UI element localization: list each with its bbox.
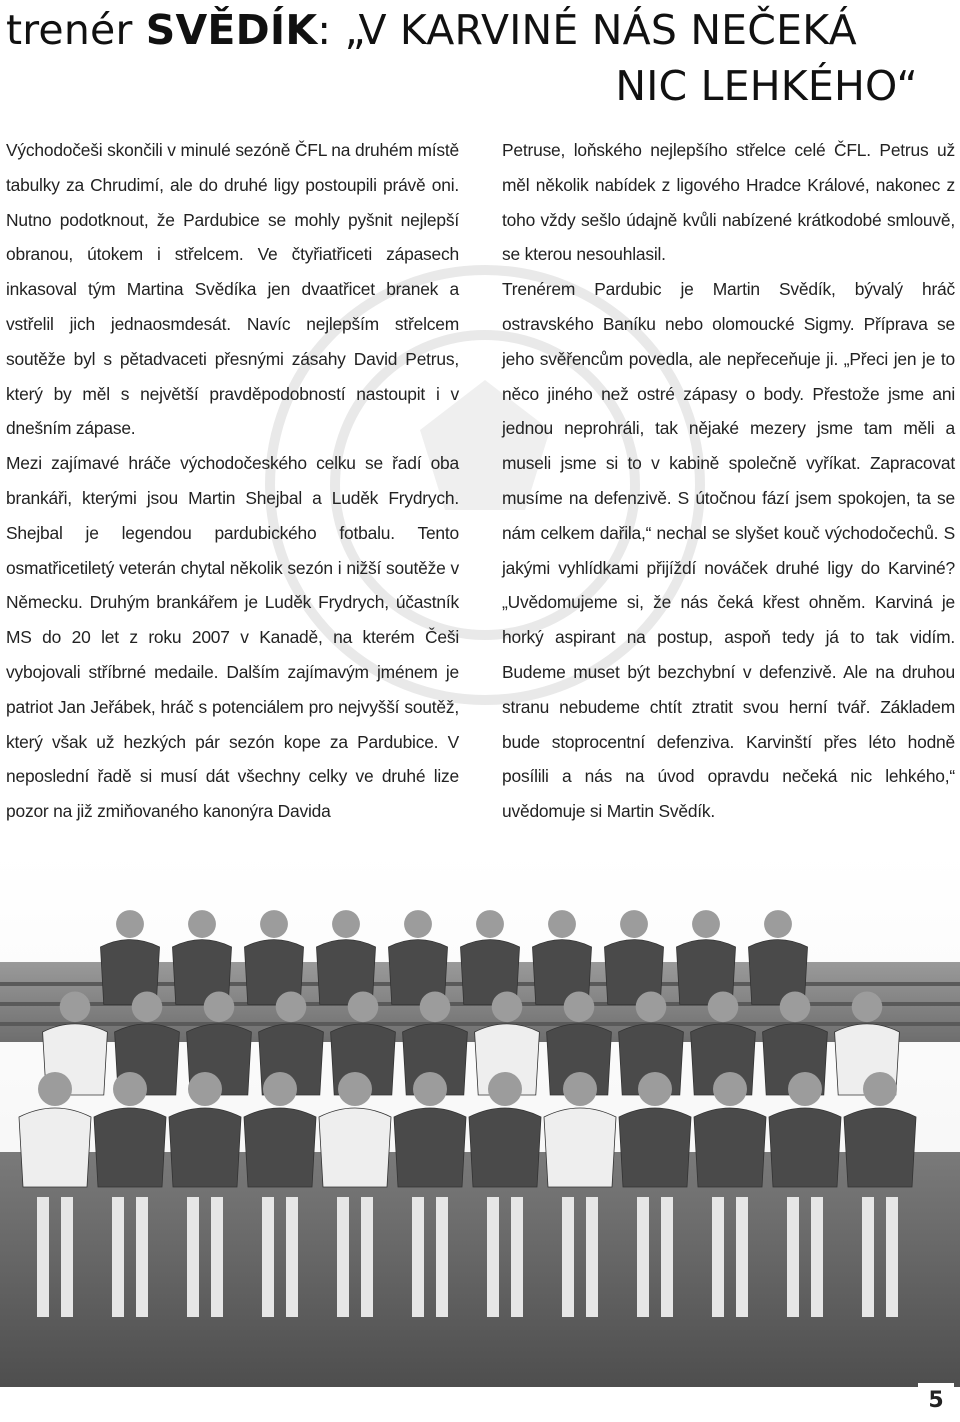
player-leg bbox=[736, 1197, 748, 1317]
headline-coach-name: SVĚDÍK bbox=[145, 6, 318, 54]
page-number: 5 bbox=[918, 1383, 954, 1419]
player-leg bbox=[187, 1197, 199, 1317]
team-photo-image bbox=[0, 852, 960, 1387]
headline-line-1 bbox=[6, 2, 918, 58]
player-leg bbox=[811, 1197, 823, 1317]
player-leg bbox=[136, 1197, 148, 1317]
article-paragraph: Východočeši skončili v minulé sezóně ČFL na druhém místě tabulky za Chrudimí, ale do druhé ligy postoupili právě oni. Nutno podotknout, že Pardubice se mohly pyšnit nejlepší obranou, útokem i střelcem. Ve čtyřiatřiceti zápasech inkasoval tým Martina Svědíka jen dvaatřicet branek a vstřelil jich jednaosmdesát. Navíc nejlepším střelcem soutěže byl s pětadvaceti přesnými zásahy David Petrus, který by měl s největší pravděpodobností nastoupit i v dnešním zápase. bbox=[6, 140, 459, 439]
article-paragraph: Petruse, loňského nejlepšího střelce celé ČFL. Petrus už měl několik nabídek z ligového Hradce Králové, nakonec z toho vždy sešlo údajně kvůli nabízené krátkodobé smlouvě, se kterou nesouhlasil. bbox=[502, 140, 955, 265]
headline-line-1-rest: : „V KARVINÉ NÁS NEČEKÁ bbox=[317, 6, 857, 54]
player-leg bbox=[562, 1197, 574, 1317]
player-leg bbox=[112, 1197, 124, 1317]
player-leg bbox=[661, 1197, 673, 1317]
player-leg bbox=[637, 1197, 649, 1317]
player-leg bbox=[886, 1197, 898, 1317]
player-leg bbox=[586, 1197, 598, 1317]
player-leg bbox=[61, 1197, 73, 1317]
player-leg bbox=[262, 1197, 274, 1317]
player-leg bbox=[712, 1197, 724, 1317]
player-leg bbox=[412, 1197, 424, 1317]
article-paragraph: Mezi zajímavé hráče východočeského celku se řadí oba brankáři, kterými jsou Martin Shejbal a Luděk Frydrych. Shejbal je legendou pardubického fotbalu. Tento osmatřicetiletý veterán chytal několik sezón i nižší soutěže v Německu. Druhým brankářem je Luděk Frydrych, účastník MS do 20 let z roku 2007 v Kanadě, na kterém Češi vybojovali stříbrné medaile. Dalším zajímavým jménem je patriot Jan Jeřábek, hráč s potenciálem pro nejvyšší soutěž, který však už hezkých pár sezón kope za Pardubice. V neposlední řadě si musí dát všechny celky ve druhé lize pozor na již zmiňovaného kanonýra Davida bbox=[6, 453, 459, 822]
player-leg bbox=[286, 1197, 298, 1317]
player-leg bbox=[211, 1197, 223, 1317]
article-right-column bbox=[502, 133, 955, 829]
headline-prefix: trenér bbox=[6, 6, 146, 54]
headline bbox=[6, 2, 918, 114]
player-leg bbox=[436, 1197, 448, 1317]
team-photo bbox=[0, 852, 960, 1387]
player-leg bbox=[37, 1197, 49, 1317]
player-leg bbox=[511, 1197, 523, 1317]
player-leg bbox=[361, 1197, 373, 1317]
headline-line-2: NIC LEHKÉHO“ bbox=[615, 62, 918, 110]
player-leg bbox=[487, 1197, 499, 1317]
player-leg bbox=[862, 1197, 874, 1317]
player-leg bbox=[787, 1197, 799, 1317]
article-left-column bbox=[6, 133, 459, 829]
player-leg bbox=[337, 1197, 349, 1317]
article-paragraph: Trenérem Pardubic je Martin Svědík, bývalý hráč ostravského Baníku nebo olomoucké Sigmy. Příprava se jeho svěřencům povedla, ale nepřeceňuje ji. „Přeci jen je to něco jiného než ostré zápasy o body. Přestože jsme ani jednou neprohráli, tak nějaké mezery jsme tam měli a museli jsme si to v kabině společně vyříkat. Zapracovat musíme na defenzivě. S útočnou fází jsem spokojen, ta se nám celkem dařila,“ nechal se slyšet kouč východočechů. S jakými vyhlídkami přijíždí nováček druhé ligy do Karviné? „Uvědomujeme si, že nás čeká křest ohněm. Karviná je horký aspirant na postup, aspoň tedy já to tak vidím. Budeme muset být bezchybní v defenzivě. Ale na druhou stranu nebudeme chtít ztratit svou herní tvář. Základem bude stoprocentní defenziva. Karvinští přes léto hodně posílili a nás na úvod opravdu nečeká nic lehkého,“ uvědomuje si Martin Svědík. bbox=[502, 279, 955, 822]
